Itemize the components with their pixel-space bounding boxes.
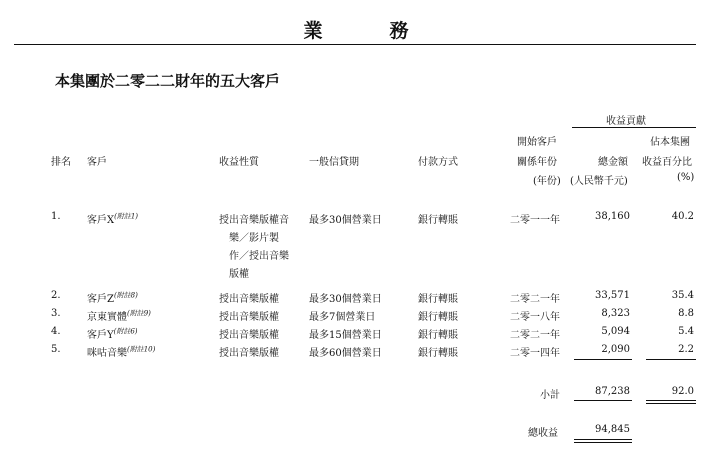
col-unit-total-amount: (人民幣千元)	[570, 176, 628, 187]
col-header-start-year-2: 關係年份	[517, 157, 557, 168]
row-1-start-year: 二零一一年	[510, 215, 560, 226]
row-1-amount: 38,160	[595, 211, 630, 222]
row-2-customer-name: 客戶Z	[87, 294, 114, 305]
total-revenue-amount: 94,845	[595, 424, 630, 435]
pct-subtotal-underline-2	[646, 403, 696, 404]
row-5-customer	[87, 344, 155, 359]
total-underline-2	[574, 442, 632, 443]
subtotal-pct: 92.0	[671, 386, 694, 397]
row-4-start-year: 二零二一年	[510, 330, 560, 341]
row-3-pct: 8.8	[678, 308, 694, 319]
amount-subtotal-underline	[574, 400, 632, 401]
row-4-nature: 授出音樂版權	[219, 330, 279, 341]
row-1-nature-line-2: 樂／影片製	[229, 233, 279, 244]
row-5-note: (附註10)	[127, 345, 156, 354]
row-2-rank: 2.	[51, 290, 61, 301]
row-1-nature-line-3: 作／授出音樂	[229, 251, 289, 262]
col-header-payment-method: 付款方式	[418, 157, 458, 168]
row-2-credit: 最多30個營業日	[309, 294, 382, 305]
row-5-amount: 2,090	[601, 344, 630, 355]
col-header-pct-2: 收益百分比	[642, 157, 692, 168]
subtotal-label: 小計	[540, 390, 560, 401]
row-5-pct: 2.2	[678, 344, 694, 355]
row-3-customer	[87, 308, 151, 323]
col-unit-start-year: (年份)	[533, 176, 561, 187]
row-5-payment: 銀行轉賬	[418, 348, 458, 359]
header-rule	[14, 44, 696, 45]
row-3-amount: 8,323	[601, 308, 630, 319]
row-5-credit: 最多60個營業日	[309, 348, 382, 359]
subtotal-amount: 87,238	[595, 386, 630, 397]
row-1-credit: 最多30個營業日	[309, 215, 382, 226]
row-1-customer	[87, 211, 138, 226]
col-header-pct-1: 佔本集團	[650, 137, 690, 148]
row-5-rank: 5.	[51, 344, 61, 355]
col-header-credit-period: 一般信貸期	[309, 157, 359, 168]
section-title: 本集團於二零二二財年的五大客戶	[55, 72, 281, 90]
total-underline-1	[574, 439, 632, 440]
row-3-start-year: 二零一八年	[510, 312, 560, 323]
row-2-payment: 銀行轉賬	[418, 294, 458, 305]
row-1-rank: 1.	[51, 211, 61, 222]
row-1-customer-name: 客戶X	[87, 215, 115, 226]
row-2-note: (附註8)	[113, 291, 138, 300]
row-5-start-year: 二零一四年	[510, 348, 560, 359]
col-header-customer: 客戶	[87, 157, 107, 168]
row-4-rank: 4.	[51, 326, 61, 337]
row-3-nature: 授出音樂版權	[219, 312, 279, 323]
pct-subtotal-underline-1	[646, 400, 696, 401]
row-1-nature-line-4: 版權	[229, 269, 249, 280]
group-header-rule	[572, 127, 696, 128]
amount-subtotal-rule	[574, 359, 632, 360]
row-2-amount: 33,571	[595, 290, 630, 301]
row-4-credit: 最多15個營業日	[309, 330, 382, 341]
total-revenue-label: 總收益	[528, 428, 558, 439]
col-header-start-year-1: 開始客戶	[517, 137, 557, 148]
row-2-customer	[87, 290, 138, 305]
row-4-customer	[87, 326, 138, 341]
row-3-rank: 3.	[51, 308, 61, 319]
col-unit-pct: (%)	[677, 172, 695, 183]
row-2-start-year: 二零二一年	[510, 294, 560, 305]
row-1-payment: 銀行轉賬	[418, 215, 458, 226]
pct-subtotal-rule	[646, 359, 696, 360]
row-3-customer-name: 京東實體	[87, 312, 127, 323]
page-header-title: 業 務	[303, 20, 433, 42]
row-4-customer-name: 客戶Y	[87, 330, 114, 341]
col-header-revenue-nature: 收益性質	[219, 157, 259, 168]
row-4-pct: 5.4	[678, 326, 694, 337]
row-1-note: (附註1)	[114, 212, 139, 221]
row-1-pct: 40.2	[671, 211, 694, 222]
row-4-payment: 銀行轉賬	[418, 330, 458, 341]
row-4-amount: 5,094	[601, 326, 630, 337]
row-1-nature-line-1: 授出音樂版權音	[219, 215, 289, 226]
col-header-rank: 排名	[51, 157, 71, 168]
row-3-note: (附註9)	[127, 309, 151, 318]
row-5-customer-name: 咪咕音樂	[87, 348, 127, 359]
row-3-payment: 銀行轉賬	[418, 312, 458, 323]
col-header-total-amount: 總金額	[598, 157, 628, 168]
row-2-nature: 授出音樂版權	[219, 294, 279, 305]
row-2-pct: 35.4	[671, 290, 694, 301]
row-3-credit: 最多7個營業日	[309, 312, 376, 323]
group-header-revenue-contribution: 收益貢獻	[606, 116, 646, 127]
row-4-note: (附註6)	[113, 327, 138, 336]
row-5-nature: 授出音樂版權	[219, 348, 279, 359]
